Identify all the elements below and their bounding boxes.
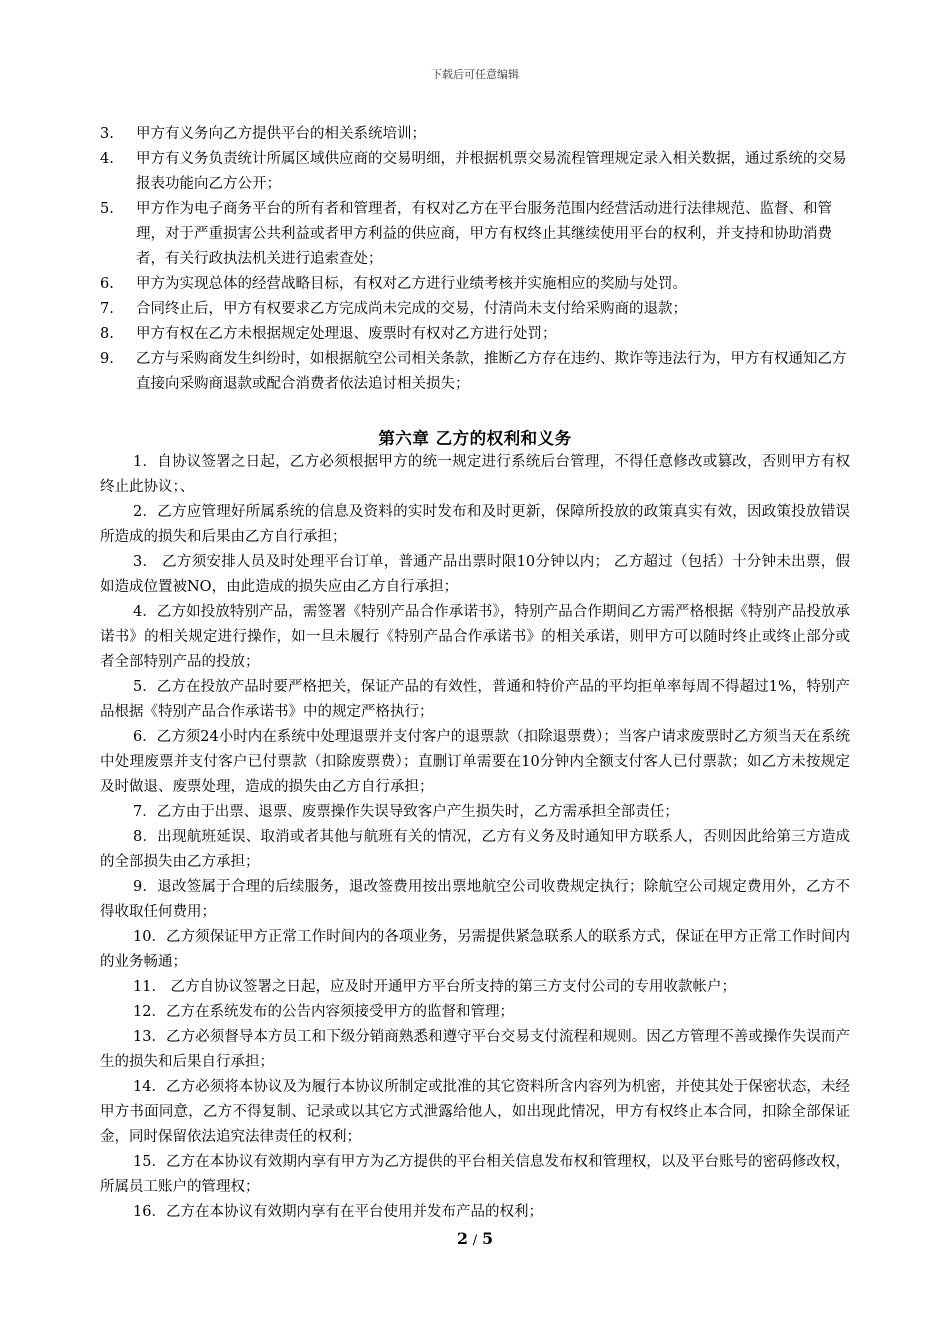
list-item <box>0 322 852 347</box>
clause-paragraph: 9．退改签属于合理的后续服务，退改签费用按出票地航空公司收费规定执行；除航空公司规定费用外，乙方不得收取任何费用； <box>100 879 850 920</box>
list-item-number: 8. <box>100 326 114 342</box>
total-pages: 5 <box>481 1229 494 1248</box>
list-item-number: 6. <box>100 276 114 292</box>
list-item-number: 5. <box>100 201 114 217</box>
page-header: 下载后可任意编辑 <box>431 68 519 81</box>
chapter-title: 第六章 乙方的权利和义务 <box>378 429 572 448</box>
numbered-list-party-a <box>0 122 950 397</box>
clause-paragraph: 6．乙方须24小时内在系统中处理退票并支付客户的退票款（扣除退票费）；当客户请求废票时乙方须当天在系统中处理废票并支付客户已付票款（扣除废票费）；直删订单需要在10分钟内全额支付客人已付票款；如乙方未按规定及时做退、废票处理，造成的损失由乙方自行承担； <box>100 729 850 795</box>
list-item-number: 9. <box>100 351 114 367</box>
list-item-text: 甲方有权在乙方未根据规定处理退、废票时有权对乙方进行处罚； <box>136 326 557 342</box>
list-item-text: 甲方为实现总体的经营战略目标，有权对乙方进行业绩考核并实施相应的奖励与处罚。 <box>136 276 687 292</box>
page-number <box>0 1229 950 1248</box>
list-item-text: 甲方作为电子商务平台的所有者和管理者，有权对乙方在平台服务范围内经营活动进行法律规范、监督、和管理，对于严重损害公共利益或者甲方利益的供应商，甲方有权终止其继续使用平台的权利，并支持和协助消费者，有关行政执法机关进行追索查处； <box>136 201 832 267</box>
party-b-clauses <box>100 450 850 1225</box>
clause-paragraph: 11． 乙方自协议签署之日起，应及时开通甲方平台所支持的第三方支付公司的专用收款帐户； <box>133 979 737 995</box>
clause-paragraph: 4．乙方如投放特别产品，需签署《特别产品合作承诺书》，特别产品合作期间乙方需严格根据《特别产品投放承诺书》的相关规定进行操作，如一旦未履行《特别产品合作承诺书》的相关承诺，则甲方可以随时终止或终止部分或者全部特别产品的投放； <box>100 604 850 670</box>
clause-paragraph: 15．乙方在本协议有效期内享有甲方为乙方提供的平台相关信息发布权和管理权，以及平台账号的密码修改权，所属员工账户的管理权； <box>100 1154 850 1195</box>
clause-paragraph: 2．乙方应管理好所属系统的信息及资料的实时发布和及时更新，保障所投放的政策真实有效，因政策投放错误所造成的损失和后果由乙方自行承担； <box>100 504 850 545</box>
clause-paragraph: 13．乙方必须督导本方员工和下级分销商熟悉和遵守平台交易支付流程和规则。因乙方管理不善或操作失误而产生的损失和后果自行承担； <box>100 1029 850 1070</box>
list-item <box>0 147 852 197</box>
list-item-number: 3. <box>100 126 114 142</box>
list-item <box>0 272 852 297</box>
clause-paragraph: 1．自协议签署之日起，乙方必须根据甲方的统一规定进行系统后台管理，不得任意修改或篡改，否则甲方有权终止此协议；、 <box>100 454 850 495</box>
list-item-text: 甲方有义务向乙方提供平台的相关系统培训； <box>136 126 426 142</box>
clause-paragraph: 7．乙方由于出票、退票、废票操作失误导致客户产生损失时，乙方需承担全部责任； <box>133 804 679 820</box>
current-page: 2 <box>456 1229 469 1248</box>
list-item-number: 4. <box>100 151 114 167</box>
clause-paragraph: 5．乙方在投放产品时要严格把关，保证产品的有效性，普通和特价产品的平均拒单率每周不得超过1%，特别产品根据《特别产品合作承诺书》中的规定严格执行； <box>100 679 850 720</box>
clause-paragraph: 8．出现航班延误、取消或者其他与航班有关的情况，乙方有义务及时通知甲方联系人，否则因此给第三方造成的全部损失由乙方承担； <box>100 829 850 870</box>
clause-paragraph: 14．乙方必须将本协议及为履行本协议所制定或批准的其它资料所含内容列为机密，并使其处于保密状态，未经甲方书面同意，乙方不得复制、记录或以其它方式泄露给他人，如出现此情况，甲方有权终止本合同，扣除全部保证金，同时保留依法追究法律责任的权利； <box>100 1079 850 1145</box>
clause-paragraph: 12．乙方在系统发布的公告内容须接受甲方的监督和管理； <box>133 1004 514 1020</box>
list-item-number: 7. <box>100 301 114 317</box>
list-item-text: 甲方有义务负责统计所属区域供应商的交易明细，并根据机票交易流程管理规定录入相关数据，通过系统的交易报表功能向乙方公开； <box>136 151 847 192</box>
page-separator: / <box>472 1233 478 1248</box>
list-item <box>0 347 852 397</box>
list-item-text: 乙方与采购商发生纠纷时，如根据航空公司相关条款，推断乙方存在违约、欺诈等违法行为，甲方有权通知乙方直接向采购商退款或配合消费者依法追讨相关损失； <box>136 351 847 392</box>
clause-paragraph: 3． 乙方须安排人员及时处理平台订单，普通产品出票时限10分钟以内； 乙方超过（包括）十分钟未出票，假如造成位置被NO，由此造成的损失应由乙方自行承担； <box>100 554 850 595</box>
list-item <box>0 122 852 147</box>
clause-paragraph: 10．乙方须保证甲方正常工作时间内的各项业务，另需提供紧急联系人的联系方式，保证在甲方正常工作时间内的业务畅通； <box>100 929 850 970</box>
list-item-text: 合同终止后，甲方有权要求乙方完成尚未完成的交易，付清尚未支付给采购商的退款； <box>136 301 687 317</box>
clause-paragraph: 16．乙方在本协议有效期内享有在平台使用并发布产品的权利； <box>133 1204 543 1220</box>
list-item <box>0 297 852 322</box>
list-item <box>0 197 852 272</box>
